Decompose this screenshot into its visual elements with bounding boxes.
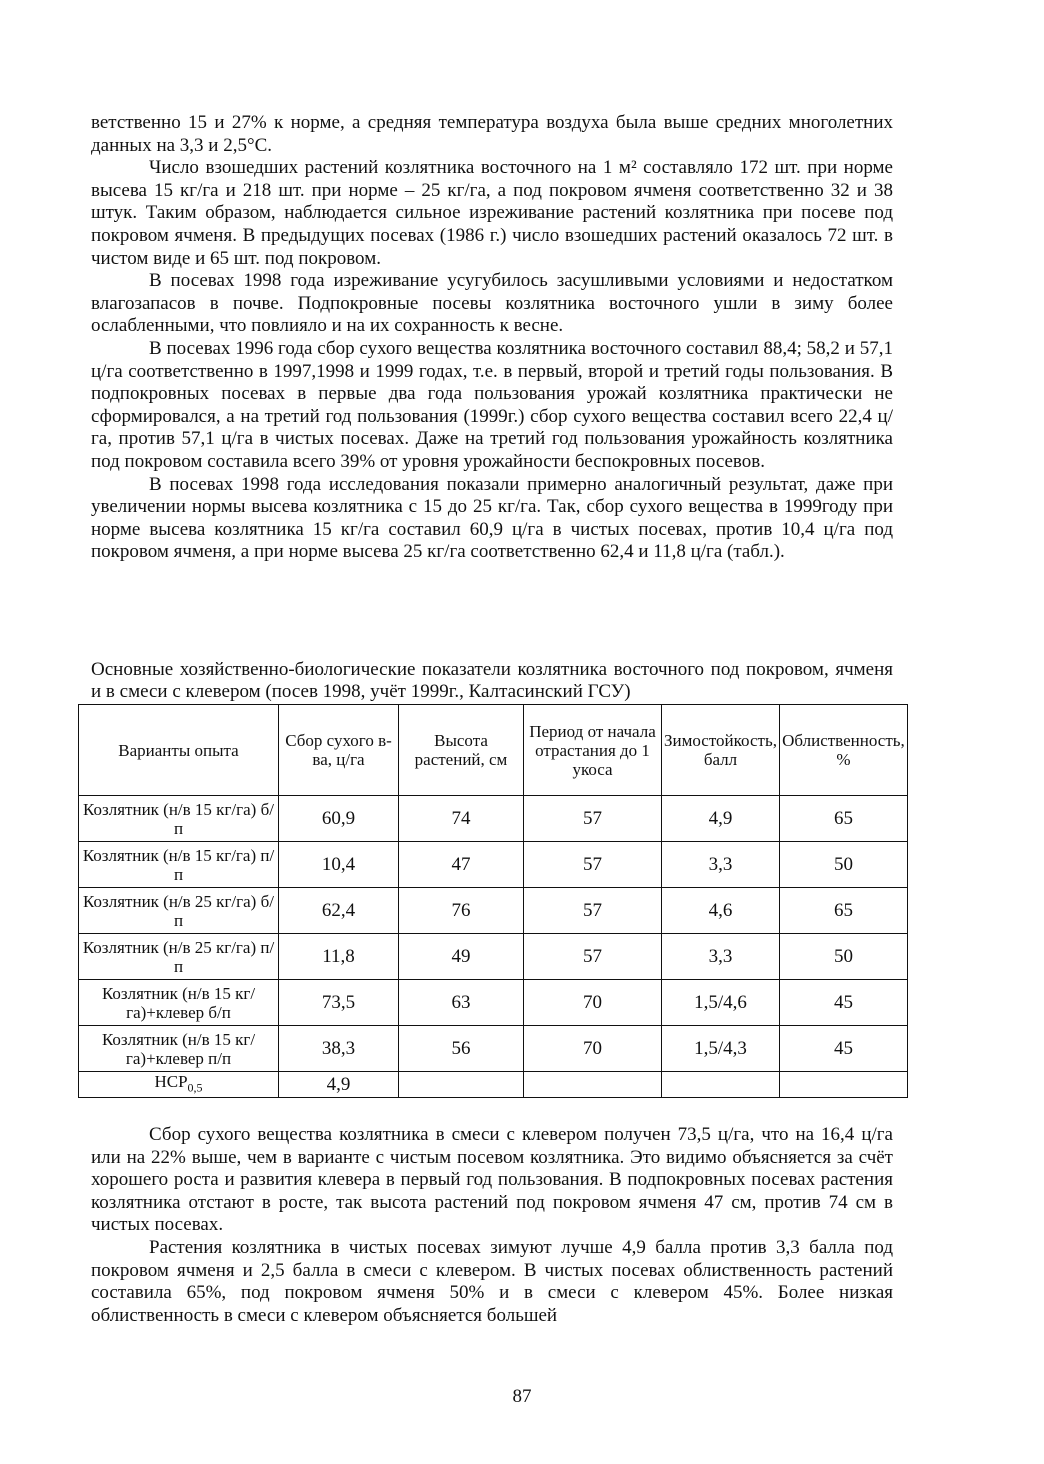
- cell-foliage: 45: [779, 1026, 907, 1072]
- cell-winter: 3,3: [662, 842, 780, 888]
- body-text-bottom: [91, 1124, 893, 1327]
- cell-variant: Козлятник (н/в 15 кг/га) п/п: [79, 842, 279, 888]
- paragraph-2: Число взошедших растений козлятника восточного на 1 м² составляло 172 шт. при норме высева 15 кг/га и 218 шт. при норме – 25 кг/га, а под покровом ячменя соответственно 32 и 38 штук. Таким образом, наблюдается сильное изреживание растений козлятника при посеве под покровом ячменя. В предыдущих посевах (1986 г.) число взошедших растений оказалось 72 шт. в чистом виде и 65 шт. под покровом.: [91, 157, 893, 269]
- table-row: [79, 1026, 908, 1072]
- cell-variant: Козлятник (н/в 25 кг/га) п/п: [79, 934, 279, 980]
- table-header-row: [79, 705, 908, 796]
- cell-winter: 1,5/4,6: [662, 980, 780, 1026]
- cell-winter: 4,9: [662, 796, 780, 842]
- header-period: Период от начала отрастания до 1 укоса: [524, 705, 662, 796]
- paragraph-4: В посевах 1996 года сбор сухого вещества козлятника восточного составил 88,4; 58,2 и 57,1 ц/га соответственно в 1997,1998 и 1999 годах, т.е. в первый, второй и третий годы пользования. В подпокровных посевах в первые два года пользования урожай козлятника практически не сформировался, а на третий год пользования (1999г.) сбор сухого вещества составил всего 22,4 ц/га, против 57,1 ц/га в чистых посевах. Даже на третий год пользования урожайность козлятника под покровом составила всего 39% от уровня урожайности беспокровных посевов.: [91, 337, 893, 472]
- table-row: [79, 888, 908, 934]
- cell-variant: Козлятник (н/в 15 кг/га) б/п: [79, 796, 279, 842]
- table-caption: Основные хозяйственно-биологические показатели козлятника восточного под покровом, ячменя и в смеси с клевером (посев 1998, учёт 1999г., Калтасинский ГСУ): [91, 659, 893, 702]
- cell-period: 70: [524, 980, 662, 1026]
- cell-height: 74: [399, 796, 524, 842]
- table-row: [79, 934, 908, 980]
- cell-yield: 62,4: [279, 888, 399, 934]
- paragraph-1: ветственно 15 и 27% к норме, а средняя температура воздуха была выше средних многолетних данных на 3,3 и 2,5°С.: [91, 112, 893, 156]
- table-row: [79, 842, 908, 888]
- table-row: [79, 796, 908, 842]
- table-row: [79, 980, 908, 1026]
- cell-foliage: 50: [779, 842, 907, 888]
- cell-variant: Козлятник (н/в 15 кг/га)+клевер б/п: [79, 980, 279, 1026]
- header-variant: Варианты опыта: [79, 705, 279, 796]
- paragraph-5: В посевах 1998 года исследования показали примерно аналогичный результат, даже при увеличении нормы высева козлятника с 15 до 25 кг/га. Так, сбор сухого вещества в 1999году при норме высева козлятника 15 кг/га составил 60,9 ц/га в чистых посевах, против 10,4 ц/га под покровом ячменя, а при норме высева 25 кг/га соответственно 62,4 и 11,8 ц/га (табл.).: [91, 473, 893, 563]
- header-foliage: Облиственность, %: [779, 705, 907, 796]
- cell-yield: 38,3: [279, 1026, 399, 1072]
- cell-foliage: 50: [779, 934, 907, 980]
- paragraph-6: Сбор сухого вещества козлятника в смеси с клевером получен 73,5 ц/га, что на 16,4 ц/га или на 22% выше, чем в варианте с чистым посевом козлятника. Это видимо объясняется за счёт хорошего роста и развития клевера в первый год пользования. В подпокровных посевах растения козлятника отстают в росте, так высота растений под покровом ячменя 47 см, против 74 см в чистых посевах.: [91, 1124, 893, 1236]
- cell-yield: 11,8: [279, 934, 399, 980]
- cell-height: 49: [399, 934, 524, 980]
- table-row-nsr: [79, 1072, 908, 1098]
- cell-foliage: 45: [779, 980, 907, 1026]
- cell-yield: 73,5: [279, 980, 399, 1026]
- body-text-top: [91, 112, 893, 564]
- paragraph-3: В посевах 1998 года изреживание усугубилось засушливыми условиями и недостатком влагозапасов в почве. Подпокровные посевы козлятника восточного ушли в зиму более ослабленными, что повлияло и на их сохранность к весне.: [91, 270, 893, 337]
- header-yield: Сбор сухого в-ва, ц/га: [279, 705, 399, 796]
- cell-variant: Козлятник (н/в 15 кг/га)+клевер п/п: [79, 1026, 279, 1072]
- cell-period: 70: [524, 1026, 662, 1072]
- cell-variant: Козлятник (н/в 25 кг/га) б/п: [79, 888, 279, 934]
- cell-empty: [662, 1072, 780, 1098]
- cell-foliage: 65: [779, 796, 907, 842]
- cell-yield: 10,4: [279, 842, 399, 888]
- cell-period: 57: [524, 796, 662, 842]
- cell-height: 76: [399, 888, 524, 934]
- page-number: 87: [512, 1386, 532, 1407]
- cell-period: 57: [524, 888, 662, 934]
- cell-period: 57: [524, 934, 662, 980]
- cell-height: 47: [399, 842, 524, 888]
- cell-empty: [399, 1072, 524, 1098]
- cell-period: 57: [524, 842, 662, 888]
- header-winter-hardiness: Зимостойкость, балл: [662, 705, 780, 796]
- cell-winter: 3,3: [662, 934, 780, 980]
- table-container: [78, 704, 908, 1098]
- cell-foliage: 65: [779, 888, 907, 934]
- nsr-subscript: 0,5: [187, 1080, 203, 1095]
- cell-height: 56: [399, 1026, 524, 1072]
- header-height: Высота растений, см: [399, 705, 524, 796]
- paragraph-7: Растения козлятника в чистых посевах зимуют лучше 4,9 балла против 3,3 балла под покровом ячменя и 2,5 балла в смеси с клевером. В чистых посевах облиственность растений составила 65%, под покровом ячменя 50% и в смеси с клевером 45%. Более низкая облиственность в смеси с клевером объясняется большей: [91, 1236, 893, 1326]
- cell-nsr-label: [79, 1072, 279, 1098]
- data-table: [78, 704, 908, 1098]
- cell-winter: 1,5/4,3: [662, 1026, 780, 1072]
- cell-winter: 4,6: [662, 888, 780, 934]
- nsr-label-text: НСР: [154, 1072, 188, 1091]
- cell-empty: [524, 1072, 662, 1098]
- cell-yield: 60,9: [279, 796, 399, 842]
- cell-nsr-value: 4,9: [279, 1072, 399, 1098]
- cell-empty: [779, 1072, 907, 1098]
- cell-height: 63: [399, 980, 524, 1026]
